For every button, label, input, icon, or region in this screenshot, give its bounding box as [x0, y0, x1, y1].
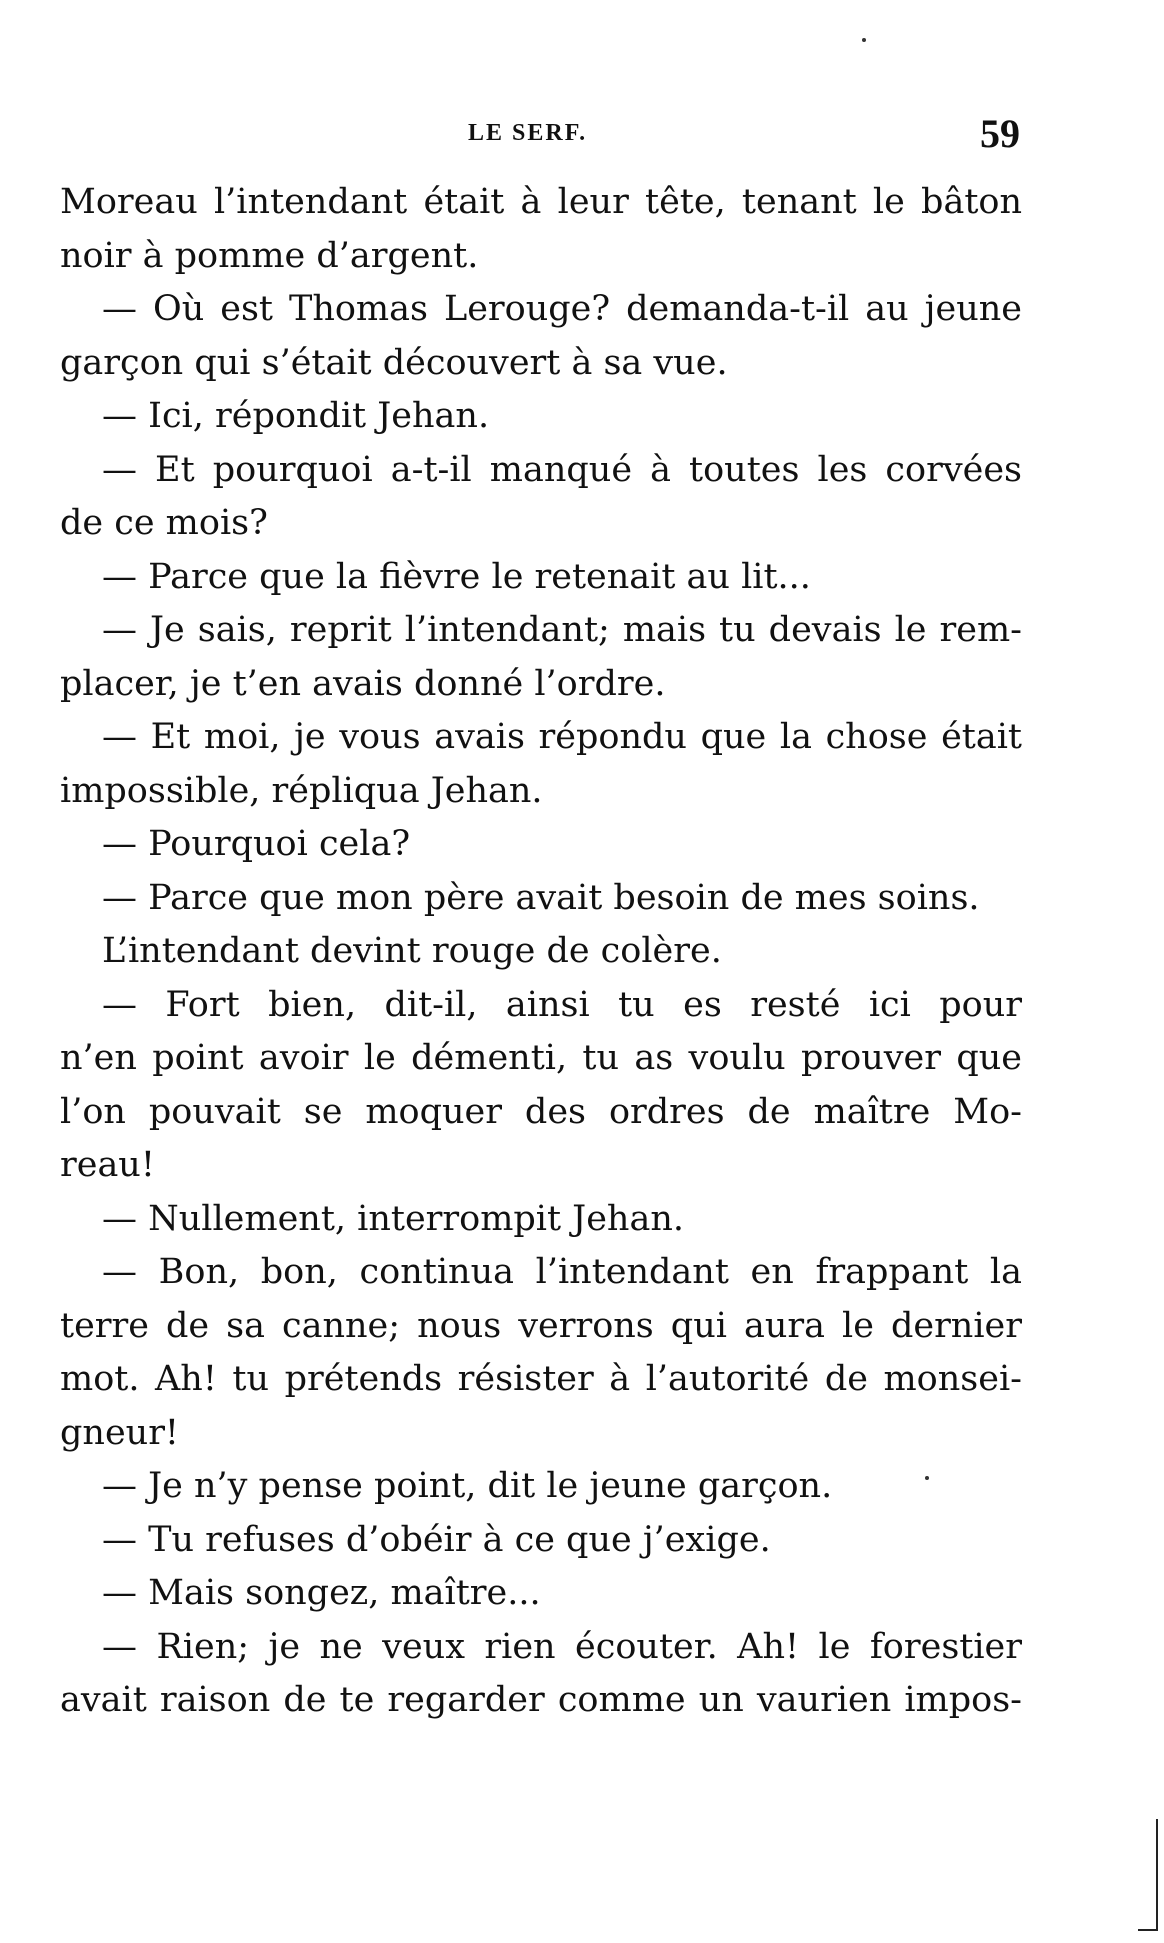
- text-line: — Où est Thomas Lerouge? demanda-t-il au jeune: [102, 289, 1022, 329]
- text-line: — Parce que mon père avait besoin de mes soins.: [102, 877, 980, 918]
- text-line: placer, je t’en avais donné l’ordre.: [60, 663, 666, 704]
- text-line: impossible, répliqua Jehan.: [60, 770, 543, 811]
- text-line: — Ici, répondit Jehan.: [102, 396, 490, 436]
- text-line: — Fort bien, dit-il, ainsi tu es resté ici pour: [102, 984, 1022, 1025]
- text-line: avait raison de te regarder comme un vaurien impos-: [60, 1680, 1022, 1720]
- text-line: gneur!: [60, 1412, 179, 1453]
- text-line: terre de sa canne; nous verrons qui aura le dernier: [60, 1305, 1022, 1346]
- text-line: Moreau l’intendant était à leur tête, tenant le bâton: [60, 182, 1022, 222]
- text-line: — Nullement, interrompit Jehan.: [102, 1198, 684, 1239]
- text-line: n’en point avoir le démenti, tu as voulu prouver que: [60, 1038, 1022, 1078]
- text-line: — Pourquoi cela?: [102, 824, 411, 864]
- running-header: [60, 111, 1020, 158]
- text-line: — Je sais, reprit l’intendant; mais tu devais le rem-: [102, 610, 1022, 650]
- text-line: — Mais songez, maître...: [102, 1573, 541, 1613]
- page-number: 59: [980, 111, 1020, 156]
- text-line: — Et pourquoi a-t-il manqué à toutes les corvées: [102, 449, 1022, 490]
- text-line: — Bon, bon, continua l’intendant en frappant la: [102, 1252, 1022, 1292]
- text-line: — Je n’y pense point, dit le jeune garçon.: [102, 1466, 833, 1506]
- running-title: LE SERF.: [468, 120, 588, 146]
- body-text: [60, 176, 1022, 1728]
- text-line: l’on pouvait se moquer des ordres de maître Mo-: [60, 1091, 1022, 1132]
- text-line: mot. Ah! tu prétends résister à l’autorité de monsei-: [60, 1359, 1022, 1399]
- text-line: de ce mois?: [60, 503, 268, 543]
- ink-speck: [862, 38, 866, 42]
- text-line: — Rien; je ne veux rien écouter. Ah! le forestier: [102, 1626, 1022, 1667]
- text-line: — Tu refuses d’obéir à ce que j’exige.: [102, 1519, 771, 1560]
- text-line: reau!: [60, 1145, 155, 1185]
- text-line: L’intendant devint rouge de colère.: [102, 931, 722, 971]
- text-line: — Et moi, je vous avais répondu que la chose était: [102, 717, 1022, 757]
- text-line: noir à pomme d’argent.: [60, 235, 479, 276]
- page-edge-mark: [1138, 1819, 1158, 1931]
- text-line: garçon qui s’était découvert à sa vue.: [60, 342, 728, 383]
- text-line: — Parce que la fièvre le retenait au lit...: [102, 556, 811, 597]
- ink-speck: [925, 1476, 929, 1480]
